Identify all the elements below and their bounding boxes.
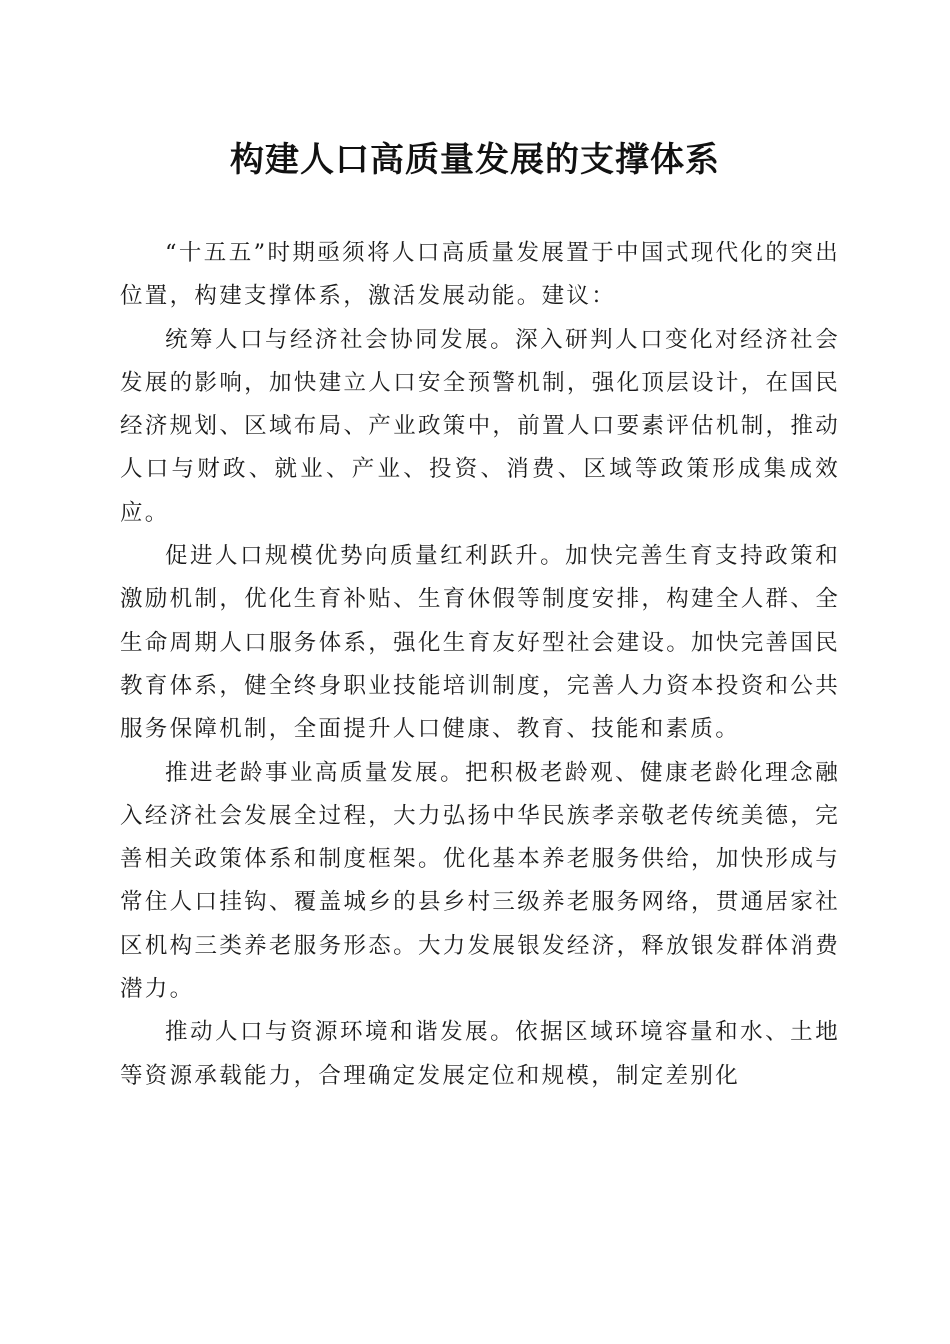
paragraph-intro: “十五五”时期亟须将人口高质量发展置于中国式现代化的突出位置，构建支撑体系，激活发展动能。建议： (120, 240, 840, 310)
paragraph-aging-services: 推进老龄事业高质量发展。把积极老龄观、健康老龄化理念融入经济社会发展全过程，大力弘扬中华民族孝亲敬老传统美德，完善相关政策体系和制度框架。优化基本养老服务供给，加快形成与常住人口挂钩、覆盖城乡的县乡村三级养老服务网络，贯通居家社区机构三类养老服务形态。大力发展银发经济，释放银发群体消费潜力。 (120, 759, 840, 1003)
paragraph-resources-environment: 推动人口与资源环境和谐发展。依据区域环境容量和水、土地等资源承载能力，合理确定发展定位和规模，制定差别化 (120, 1019, 840, 1089)
document-title: 构建人口高质量发展的支撑体系 (230, 140, 720, 180)
paragraph-coordination: 统筹人口与经济社会协同发展。深入研判人口变化对经济社会发展的影响，加快建立人口安全预警机制，强化顶层设计，在国民经济规划、区域布局、产业政策中，前置人口要素评估机制，推动人口与财政、就业、产业、投资、消费、区域等政策形成集成效应。 (120, 326, 840, 526)
document-body (120, 232, 840, 1098)
paragraph-quality-dividend: 促进人口规模优势向质量红利跃升。加快完善生育支持政策和激励机制，优化生育补贴、生育休假等制度安排，构建全人群、全生命周期人口服务体系，强化生育友好型社会建设。加快完善国民教育体系，健全终身职业技能培训制度，完善人力资本投资和公共服务保障机制，全面提升人口健康、教育、技能和素质。 (120, 543, 840, 743)
